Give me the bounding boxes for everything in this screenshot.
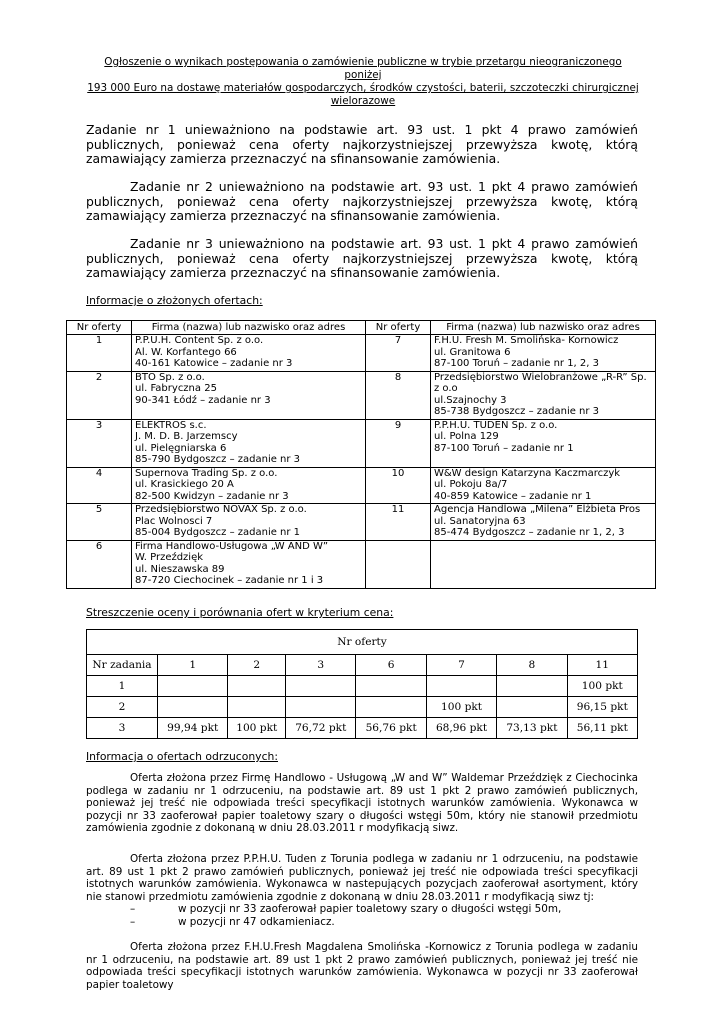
score-cell: 73,13 pkt: [497, 718, 567, 739]
score-cell: 96,15 pkt: [567, 697, 637, 718]
column-header: Nr oferty: [366, 321, 431, 335]
offer-firm: Przedsiębiorstwo Wielobranżowe „R-R” Sp. z o.o ul.Szajnochy 3 85-738 Bydgoszcz – zadanie nr 3: [431, 371, 656, 419]
column-header: Firma (nazwa) lub nazwisko oraz adres: [431, 321, 656, 335]
offer-column-header: 3: [286, 655, 356, 676]
column-header: Nr oferty: [67, 321, 132, 335]
task-2-annulment-paragraph: Zadanie nr 2 unieważniono na podstawie art. 93 ust. 1 pkt 4 prawo zamówień publicznych, ponieważ cena oferty najkorzystniejszej przewyższa kwotę, którą zamawiający zamierza przeznaczyć na sfinansowanie zamówienia.: [86, 179, 638, 223]
task-number: 2: [87, 697, 158, 718]
rejected-offer-paragraph: Oferta złożona przez F.H.U.Fresh Magdalena Smolińska -Kornowicz z Torunia podlega w zadaniu nr 1 odrzuceniu, na podstawie art. 89 ust 1 pkt 2 prawo zamówień publicznych, ponieważ jej treść nie odpowiada treści specyfikacji istotnych warunków zamówienia. Wykonawca w pozycji nr 33 zaoferował papier toaletowy: [86, 941, 638, 991]
offer-number: 4: [67, 467, 132, 504]
offers-table-header-row: [67, 321, 656, 335]
list-item: [86, 916, 638, 929]
rejected-section-title: Informacja o ofertach odrzuconych:: [86, 750, 278, 763]
offer-number: 3: [67, 419, 132, 467]
offer-number: 9: [366, 419, 431, 467]
table-row: [67, 540, 656, 588]
document-title: [86, 56, 640, 108]
task-1-annulment-paragraph: Zadanie nr 1 unieważniono na podstawie art. 93 ust. 1 pkt 4 prawo zamówień publicznych, ponieważ cena oferty najkorzystniejszej przewyższa kwotę, którą zamawiający zamierza przeznaczyć na sfinansowanie zamówienia.: [86, 122, 638, 166]
score-cell: 100 pkt: [228, 718, 286, 739]
score-cell: [356, 697, 426, 718]
task-number: 3: [87, 718, 158, 739]
offer-column-header: 6: [356, 655, 426, 676]
offer-number: 5: [67, 504, 132, 541]
score-cell: [228, 676, 286, 697]
rejected-offer-paragraph: Oferta złożona przez Firmę Handlowo - Usługową „W and W” Waldemar Przeździęk z Ciechocinka podlega w zadaniu nr 1 odrzuceniu, na podstawie art. 89 ust 1 pkt 2 prawo zamówień publicznych, ponieważ jej treść nie odpowiada treści specyfikacji istotnych warunków zamówienia. Wykonawca w pozycji nr 33 zaoferował papier toaletowy szary o długości wstęgi 50m, który nie stanowił przedmiotu zamówienia zgodnie z dokonaną w dniu 28.03.2011 r modyfikacją siwz.: [86, 772, 638, 834]
table-row: [67, 504, 656, 541]
title-line-3: wielorazowe: [330, 95, 396, 107]
offer-number: 11: [366, 504, 431, 541]
offer-column-header: 1: [158, 655, 228, 676]
score-cell: 76,72 pkt: [286, 718, 356, 739]
table-row: [67, 371, 656, 419]
score-cell: [228, 697, 286, 718]
scores-section-title: Streszczenie oceny i porównania ofert w kryterium cena:: [86, 606, 394, 619]
rejected-offer-paragraph: Oferta złożona przez P.P.H.U. Tuden z Torunia podlega w zadaniu nr 1 odrzuceniu, na podstawie art. 89 ust 1 pkt 2 prawo zamówień publicznych, ponieważ jej treść nie odpowiada treści specyfikacji istotnych warunków zamówienia. Wykonawca w nastepujących pozycjach zaoferował asortyment, który nie stanowi przedmiotu zamówienia zgodnie z dokonaną w dniu 28.03.2011 r modyfikacją siwz tj:: [86, 853, 638, 903]
offer-firm: Firma Handlowo-Usługowa „W AND W” W. Przeździęk ul. Nieszawska 89 87-720 Ciechocinek – zadanie nr 1 i 3: [132, 540, 366, 588]
title-line-1: Ogłoszenie o wynikach postępowania o zamówienie publiczne w trybie przetargu nieograniczonego poniżej: [104, 56, 622, 81]
offer-column-header: 2: [228, 655, 286, 676]
score-cell: [497, 697, 567, 718]
offer-number: 2: [67, 371, 132, 419]
scores-group-header-row: [87, 630, 638, 655]
rejected-items-list: [86, 903, 638, 928]
dash-bullet: –: [130, 915, 136, 928]
task-number: 1: [87, 676, 158, 697]
list-item-text: w pozycji nr 47 odkamieniacz.: [178, 915, 335, 928]
offer-column-header: 11: [567, 655, 637, 676]
offers-table: [66, 320, 656, 589]
score-cell: [426, 676, 496, 697]
task-column-header: Nr zadania: [87, 655, 158, 676]
offer-firm: Agencja Handlowa „Milena” Elżbieta Pros ul. Sanatoryjna 63 85-474 Bydgoszcz – zadanie nr 1, 2, 3: [431, 504, 656, 541]
column-header: Firma (nazwa) lub nazwisko oraz adres: [132, 321, 366, 335]
dash-bullet: –: [130, 903, 136, 915]
offer-firm: ELEKTROS s.c. J. M. D. B. Jarzemscy ul. Pielęgniarska 6 85-790 Bydgoszcz – zadanie nr 3: [132, 419, 366, 467]
table-row: [67, 467, 656, 504]
offer-firm: P.P.H.U. TUDEN Sp. z o.o. ul. Polna 129 87-100 Toruń – zadanie nr 1: [431, 419, 656, 467]
offer-number-group-header: Nr oferty: [87, 630, 638, 655]
score-cell: [286, 697, 356, 718]
score-cell: [356, 676, 426, 697]
score-cell: 56,76 pkt: [356, 718, 426, 739]
list-item-text: w pozycji nr 33 zaoferował papier toaletowy szary o długości wstęgi 50m,: [178, 903, 562, 915]
score-cell: 100 pkt: [567, 676, 637, 697]
offer-firm: Supernova Trading Sp. z o.o. ul. Krasickiego 20 A 82-500 Kwidzyn – zadanie nr 3: [132, 467, 366, 504]
offer-firm: W&W design Katarzyna Kaczmarczyk ul. Pokoju 8a/7 40-859 Katowice – zadanie nr 1: [431, 467, 656, 504]
score-cell: [497, 676, 567, 697]
scores-table: [86, 629, 638, 739]
table-row: [87, 697, 638, 718]
offer-number: 8: [366, 371, 431, 419]
score-cell: 68,96 pkt: [426, 718, 496, 739]
table-row: [67, 335, 656, 372]
score-cell: 99,94 pkt: [158, 718, 228, 739]
title-line-2: 193 000 Euro na dostawę materiałów gospodarczych, środków czystości, baterii, szczoteczki chirurgicznej: [87, 82, 639, 94]
offer-column-header: 8: [497, 655, 567, 676]
offer-column-header: 7: [426, 655, 496, 676]
table-row: [87, 718, 638, 739]
score-cell: [158, 676, 228, 697]
table-row: [67, 419, 656, 467]
offer-number: [366, 540, 431, 588]
offer-firm: F.H.U. Fresh M. Smolińska- Kornowicz ul. Granitowa 6 87-100 Toruń – zadanie nr 1, 2, 3: [431, 335, 656, 372]
offer-number: 1: [67, 335, 132, 372]
offers-section-title: Informacje o złożonych ofertach:: [86, 294, 263, 307]
offer-number: 7: [366, 335, 431, 372]
score-cell: [158, 697, 228, 718]
offer-number: 6: [67, 540, 132, 588]
score-cell: 100 pkt: [426, 697, 496, 718]
score-cell: 56,11 pkt: [567, 718, 637, 739]
table-row: [87, 676, 638, 697]
offer-firm: Przedsiębiorstwo NOVAX Sp. z o.o. Plac Wolnosci 7 85-004 Bydgoszcz – zadanie nr 1: [132, 504, 366, 541]
task-3-annulment-paragraph: Zadanie nr 3 unieważniono na podstawie art. 93 ust. 1 pkt 4 prawo zamówień publicznych, ponieważ cena oferty najkorzystniejszej przewyższa kwotę, którą zamawiający zamierza przeznaczyć na sfinansowanie zamówienia.: [86, 236, 638, 280]
score-cell: [286, 676, 356, 697]
offer-firm: [431, 540, 656, 588]
offer-number: 10: [366, 467, 431, 504]
scores-column-header-row: [87, 655, 638, 676]
offer-firm: P.P.U.H. Content Sp. z o.o. Al. W. Korfantego 66 40-161 Katowice – zadanie nr 3: [132, 335, 366, 372]
offer-firm: BTO Sp. z o.o. ul. Fabryczna 25 90-341 Łódź – zadanie nr 3: [132, 371, 366, 419]
list-item: [86, 903, 638, 916]
